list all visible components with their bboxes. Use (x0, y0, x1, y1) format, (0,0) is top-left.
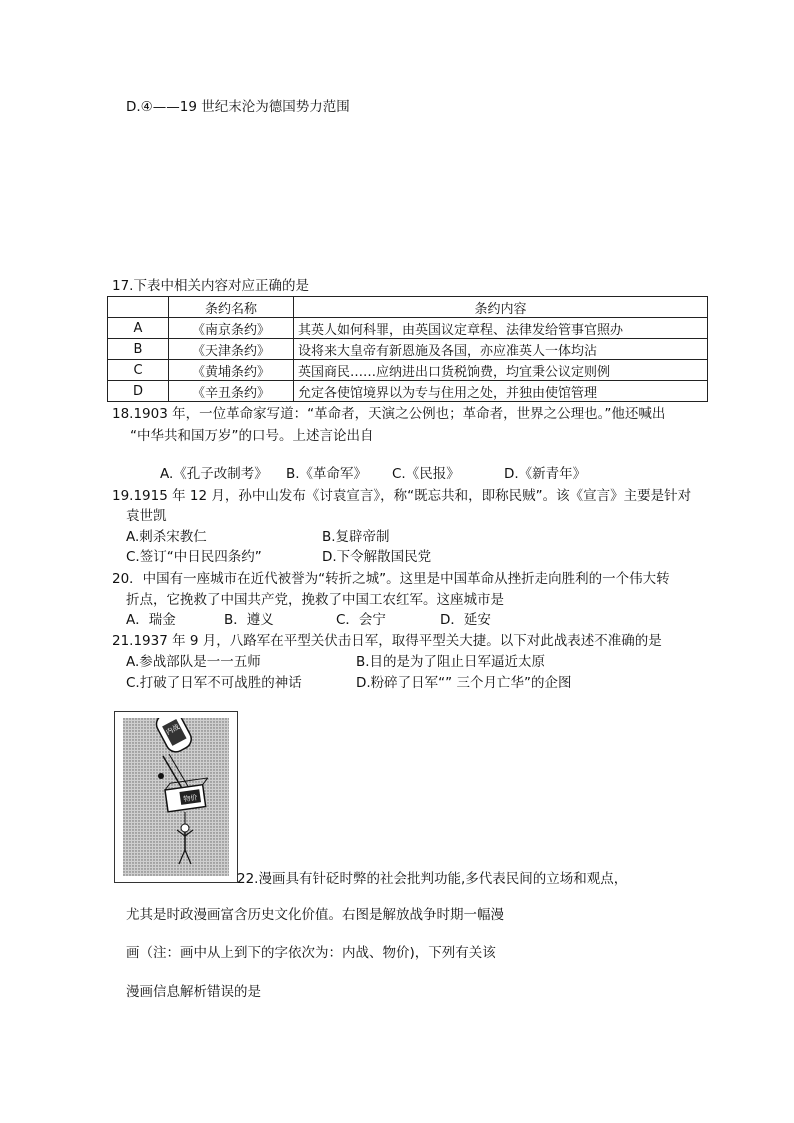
table-cell: 《黄埔条约》 (169, 360, 294, 381)
q21-option-a: A.参战部队是一一五师 (126, 654, 261, 670)
q18-stem-line1: 18.1903 年，一位革命家写道：“革命者，天演之公例也；革命者，世界之公理也。”他还喊出 (112, 406, 666, 422)
table-row (108, 339, 708, 360)
q20-stem-line1: 20．中国有一座城市在近代被誉为“转折之城”。这里是中国革命从挫折走向胜利的一个伟大转 (112, 571, 670, 587)
q19-option-d: D.下令解散国民党 (322, 549, 432, 565)
q22-line4: 漫画信息解析错误的是 (126, 984, 261, 1000)
q21-option-b: B.目的是为了阻止日军逼近太原 (356, 654, 546, 670)
q21-stem: 21.1937 年 9 月，八路军在平型关伏击日军，取得平型关大捷。以下对此战表述不准确的是 (112, 633, 662, 649)
table-cell: D (108, 381, 169, 402)
q20-option-a: A．瑞金 (126, 612, 176, 628)
cartoon-drawing (123, 718, 229, 876)
q22-line1: 22.漫画具有针砭时弊的社会批判功能,多代表民间的立场和观点， (237, 871, 628, 887)
q19-option-c: C.签订“中日民四条约” (126, 549, 262, 565)
q20-option-b: B．遵义 (224, 612, 274, 628)
cartoon-image (114, 711, 238, 883)
q18-option-c: C.《民报》 (392, 466, 460, 482)
q17-stem: 17.下表中相关内容对应正确的是 (112, 278, 309, 294)
q21-option-c: C.打破了日军不可战胜的神话 (126, 675, 302, 691)
q18-option-a: A.《孔子改制考》 (160, 466, 268, 482)
q19-stem-line2: 袁世凯 (126, 508, 167, 524)
table-row (108, 360, 708, 381)
q22-line2: 尤其是时政漫画富含历史文化价值。右图是解放战争时期一幅漫 (126, 907, 504, 923)
table-cell: 允定各使馆境界以为专与住用之处，并独由使馆管理 (294, 381, 708, 402)
q20-option-c: C．会宁 (336, 612, 386, 628)
table-row (108, 381, 708, 402)
treaty-table (107, 296, 708, 402)
q19-option-a: A.刺杀宋教仁 (126, 529, 207, 545)
table-cell: 英国商民……应纳进出口货税饷费，均宜秉公议定则例 (294, 360, 708, 381)
debris-dot (158, 773, 164, 779)
q19-stem-line1: 19.1915 年 12 月，孙中山发布《讨袁宣言》，称“既忘共和，即称民贼”。该《宣言》主要是针对 (112, 488, 692, 504)
q20-option-d: D．延安 (440, 612, 491, 628)
q20-stem-line2: 折点，它挽救了中国共产党，挽救了中国工农红军。这座城市是 (126, 592, 504, 608)
cartoon-word-2: 物价 (182, 793, 198, 804)
table-cell: 《辛丑条约》 (169, 381, 294, 402)
table-cell: A (108, 318, 169, 339)
q18-stem-line2: “中华共和国万岁”的口号。上述言论出自 (130, 428, 374, 444)
q19-option-b: B.复辟帝制 (322, 529, 390, 545)
table-cell: 设将来大皇帝有新恩施及各国，亦应准英人一体均沾 (294, 339, 708, 360)
q21-option-d: D.粉碎了日军“” 三个月亡华”的企图 (356, 675, 572, 691)
table-cell: 其英人如何科罪，由英国议定章程、法律发给管事官照办 (294, 318, 708, 339)
table-header-cell: 条约名称 (169, 297, 294, 318)
table-header-cell (108, 297, 169, 318)
q18-option-b: B.《革命军》 (286, 466, 368, 482)
table-cell: 《天津条约》 (169, 339, 294, 360)
table-cell: B (108, 339, 169, 360)
q22-line3: 画（注：画中从上到下的字依次为：内战、物价)，下列有关该 (126, 945, 496, 961)
table-cell: C (108, 360, 169, 381)
table-header-cell: 条约内容 (294, 297, 708, 318)
table-header-row (108, 297, 708, 318)
table-cell: 《南京条约》 (169, 318, 294, 339)
table-row (108, 318, 708, 339)
cartoon-word-1: 内战 (164, 722, 181, 737)
q18-option-d: D.《新青年》 (504, 466, 587, 482)
q16-option-d: D.④——19 世纪末沦为德国势力范围 (126, 99, 350, 115)
